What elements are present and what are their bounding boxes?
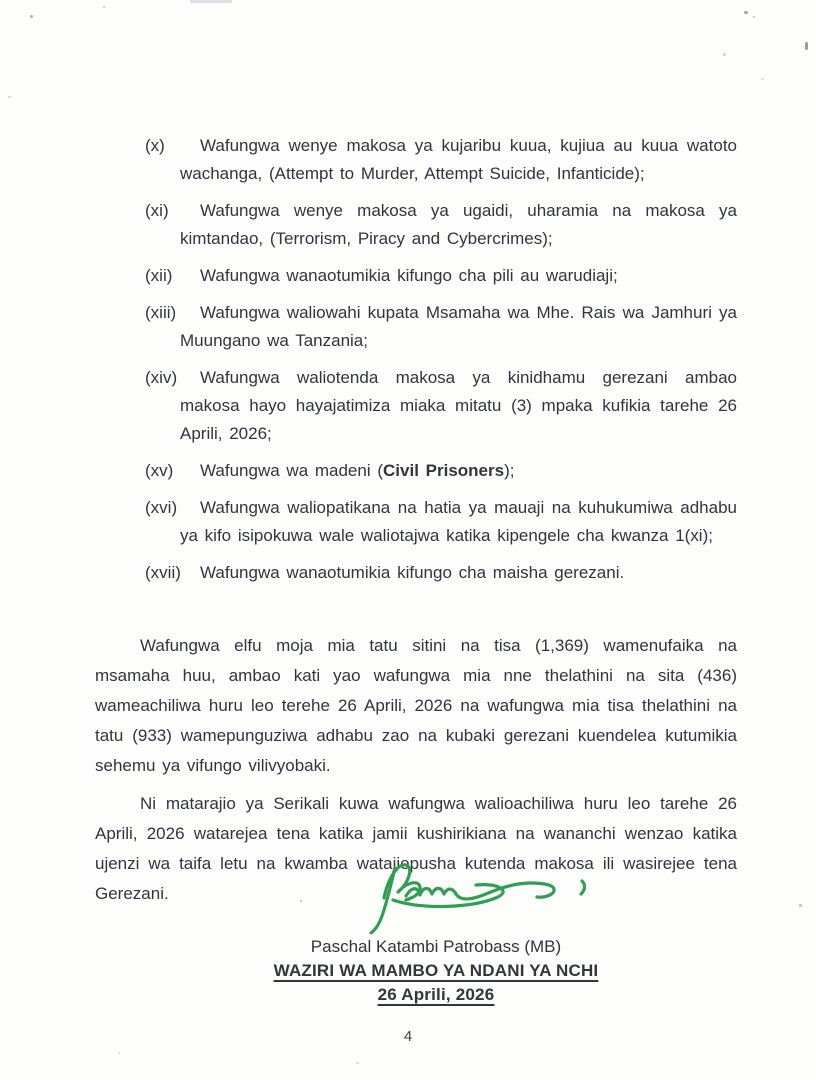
list-marker: (xiii) [145, 303, 177, 322]
list-marker: (xv) [145, 461, 174, 480]
scan-artifact [744, 11, 748, 14]
paragraph-government-expectation: Ni matarajio ya Serikali kuwa wafungwa walioachiliwa huru leo tarehe 26 Aprili, 2026 watarejea tena katika jamii kushirikiana na wananchi wenzao katika ujenzi wa taifa letu na kwamba watajiepusha kutenda makosa ili wasirejee tena Gerezani. [95, 794, 737, 903]
scan-artifact [761, 78, 764, 80]
list-item-text: Wafungwa wa madeni ( [200, 461, 384, 480]
scan-artifact [190, 0, 232, 3]
list-marker: (xvi) [145, 498, 178, 517]
paragraph-amnesty-totals: Wafungwa elfu moja mia tatu sitini na tisa (1,369) wamenufaika na msamaha huu, ambao kati yao wafungwa mia nne thelathini na sita (436) wameachiliwa huru leo terehe 26 Aprili, 2026 na wafungwa mia tisa thelathini na tatu (933) wamepunguziwa adhabu zao na kubaki gerezani kuendelea kutumikia sehemu ya vifungo vilivyobaki. [95, 636, 737, 775]
scan-artifact [723, 53, 726, 56]
scan-artifact [103, 6, 105, 8]
list-item [145, 132, 737, 188]
list-item [145, 559, 737, 587]
signature-block [95, 935, 737, 1007]
list-item [145, 457, 737, 485]
list-item-text-bold: Civil Prisoners [383, 461, 505, 480]
numbered-list [145, 132, 737, 587]
list-item-text: Wafungwa waliowahi kupata Msamaha wa Mhe. Rais wa Jamhuri ya Muungano wa Tanzania; [180, 303, 737, 350]
list-item-text: Wafungwa waliopatikana na hatia ya mauaji na kuhukumiwa adhabu ya kifo isipokuwa wale waliotajwa katika kipengele cha kwanza 1(xi); [180, 498, 737, 545]
scan-artifact [799, 904, 802, 907]
list-item-text: Wafungwa wanaotumikia kifungo cha maisha gerezani. [200, 563, 625, 582]
document-content [95, 132, 737, 1007]
signatory-name: Paschal Katambi Patrobass (MB) [310, 937, 562, 956]
list-item [145, 262, 737, 290]
list-item-text: Wafungwa wanaotumikia kifungo cha pili au warudiaji; [200, 266, 618, 285]
list-item-text: Wafungwa waliotenda makosa ya kinidhamu gerezani ambao makosa hayo hayajatimiza miaka mitatu (3) mpaka kufikia tarehe 26 Aprili, 2026; [180, 368, 737, 443]
body-paragraphs [95, 631, 737, 909]
list-item [145, 364, 737, 448]
page-number: 4 [403, 1028, 413, 1045]
scan-artifact [30, 15, 33, 18]
list-marker: (xii) [145, 266, 173, 285]
scan-artifact [753, 16, 755, 18]
signature-date: 26 Aprili, 2026 [377, 985, 495, 1004]
list-item [145, 197, 737, 253]
scan-artifact [805, 42, 808, 50]
list-item-text: Wafungwa wenye makosa ya ugaidi, uharamia na makosa ya kimtandao, (Terrorism, Piracy and Cybercrimes); [180, 201, 737, 248]
scan-artifact [356, 1062, 359, 1064]
list-item-text: ); [504, 461, 515, 480]
scan-artifact [8, 96, 11, 98]
list-marker: (xiv) [145, 368, 178, 387]
list-item [145, 299, 737, 355]
list-item [145, 494, 737, 550]
list-marker: (x) [145, 136, 165, 155]
list-marker: (xi) [145, 201, 169, 220]
scan-artifact [118, 1052, 120, 1054]
list-marker: (xvii) [145, 563, 181, 582]
scan-artifact [300, 900, 302, 902]
signatory-title: WAZIRI WA MAMBO YA NDANI YA NCHI [273, 961, 599, 980]
list-item-text: Wafungwa wenye makosa ya kujaribu kuua, kujiua au kuua watoto wachanga, (Attempt to Murder, Attempt Suicide, Infanticide); [180, 136, 737, 183]
